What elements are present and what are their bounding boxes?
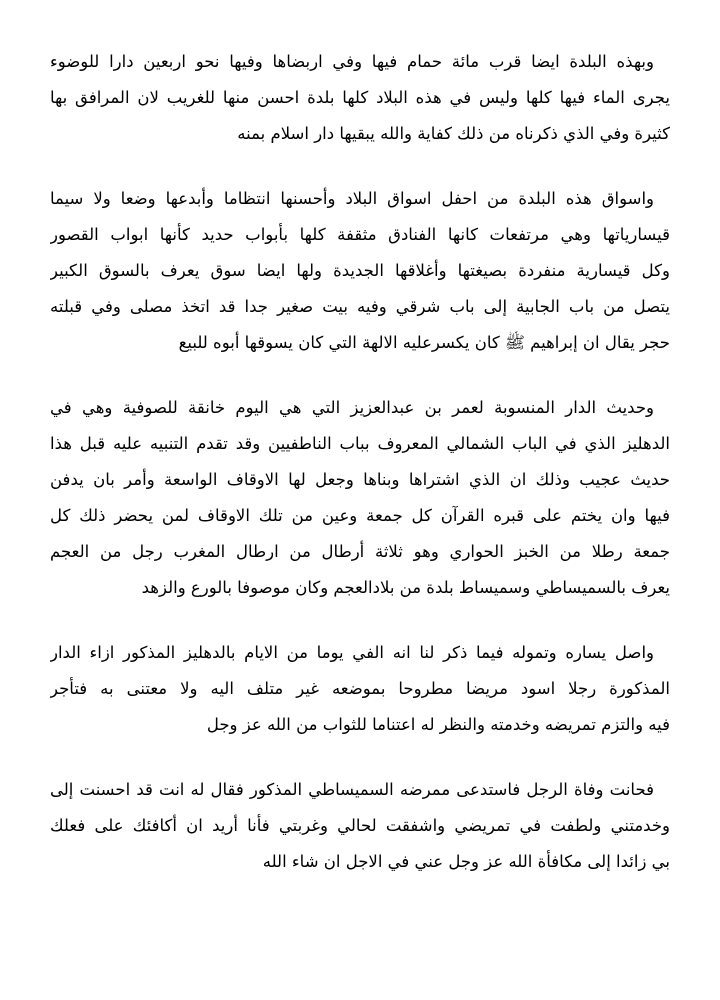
text-line: فحانت وفاة الرجل فاستدعى ممرضه السميساطي المذكور فقال له انت قد احسنت إلى <box>50 780 654 799</box>
text-line: واسواق هذه البلدة من احفل اسواق البلاد وأحسنها انتظاما وأبدعها وضعا ولا سيما <box>50 189 654 208</box>
paragraph-5 <box>50 772 670 880</box>
text-line: الدهليز الذي في الباب الشمالي المعروف بباب الناطفيين وقد تقدم التنبيه عليه قبل هذا <box>50 434 670 453</box>
text-line: يجرى الماء فيها كلها وليس في هذه البلاد كلها بلدة احسن منها للغريب لان المرافق بها <box>50 88 670 107</box>
document-page <box>50 44 670 909</box>
text-line: فيها وان يختم على قبره القرآن كل جمعة وعين من تلك الاوقاف لمن يحضر ذلك كل <box>50 506 670 525</box>
text-line: المذكورة رجلا اسود مريضا مطروحا بموضعه غير متلف اليه ولا معتنى به فتأجر <box>50 679 670 698</box>
text-line: حديث عجيب وذلك ان الذي اشتراها وبناها وجعل لها الاوقاف الواسعة وأمر بان يدفن <box>50 470 670 489</box>
text-line: وحديث الدار المنسوبة لعمر بن عبدالعزيز التي هي اليوم خانقة للصوفية وهي في <box>50 398 654 417</box>
text-line: جمعة رطلا من الخبز الحواري وهو ثلاثة أرطال من ارطال المغرب رجل من العجم <box>50 542 670 561</box>
text-line: بي زائدا إلى مكافأة الله عز وجل عني في الاجل ان شاء الله <box>262 852 670 871</box>
text-line: كثيرة وفي الذي ذكرناه من ذلك كفاية والله يبقيها دار اسلام بمنه <box>237 124 670 143</box>
text-line: يتصل من باب الجابية إلى باب شرقي وفيه بيت صغير جدا قد اتخذ مصلى وفي قبلته <box>50 297 670 316</box>
text-line: قيسارياتها وهي مرتفعات كانها الفنادق مثقفة كلها بأبواب حديد كأنها ابواب القصور <box>50 225 670 244</box>
paragraph-1 <box>50 44 670 152</box>
text-line: حجر يقال ان إبراهيم ﷺ كان يكسرعليه الالهة التي كان يسوقها أبوه للبيع <box>178 333 670 352</box>
text-line: وخدمتني ولطفت في تمريضي واشفقت لحالي وغربتي فأنا أريد ان أكافئك على فعلك <box>50 816 670 835</box>
paragraph-4 <box>50 635 670 743</box>
text-line: يعرف بالسميساطي وسميساط بلدة من بلادالعجم وكان موصوفا بالورع والزهد <box>141 578 670 597</box>
text-line: فيه والتزم تمريضه وخدمته والنظر له اعتناما للثواب من الله عز وجل <box>206 715 670 734</box>
paragraph-3 <box>50 390 670 606</box>
paragraph-2 <box>50 181 670 361</box>
text-line: وبهذه البلدة ايضا قرب مائة حمام فيها وفي اربضاها وفيها نحو اربعين دارا للوضوء <box>50 52 654 71</box>
text-line: واصل يساره وتموله فيما ذكر لنا انه الفي يوما من الايام بالدهليز المذكور ازاء الدار <box>50 643 654 662</box>
text-line: وكل قيسارية منفردة بصيغتها وأغلاقها الجديدة ولها ايضا سوق يعرف بالسوق الكبير <box>50 261 670 280</box>
